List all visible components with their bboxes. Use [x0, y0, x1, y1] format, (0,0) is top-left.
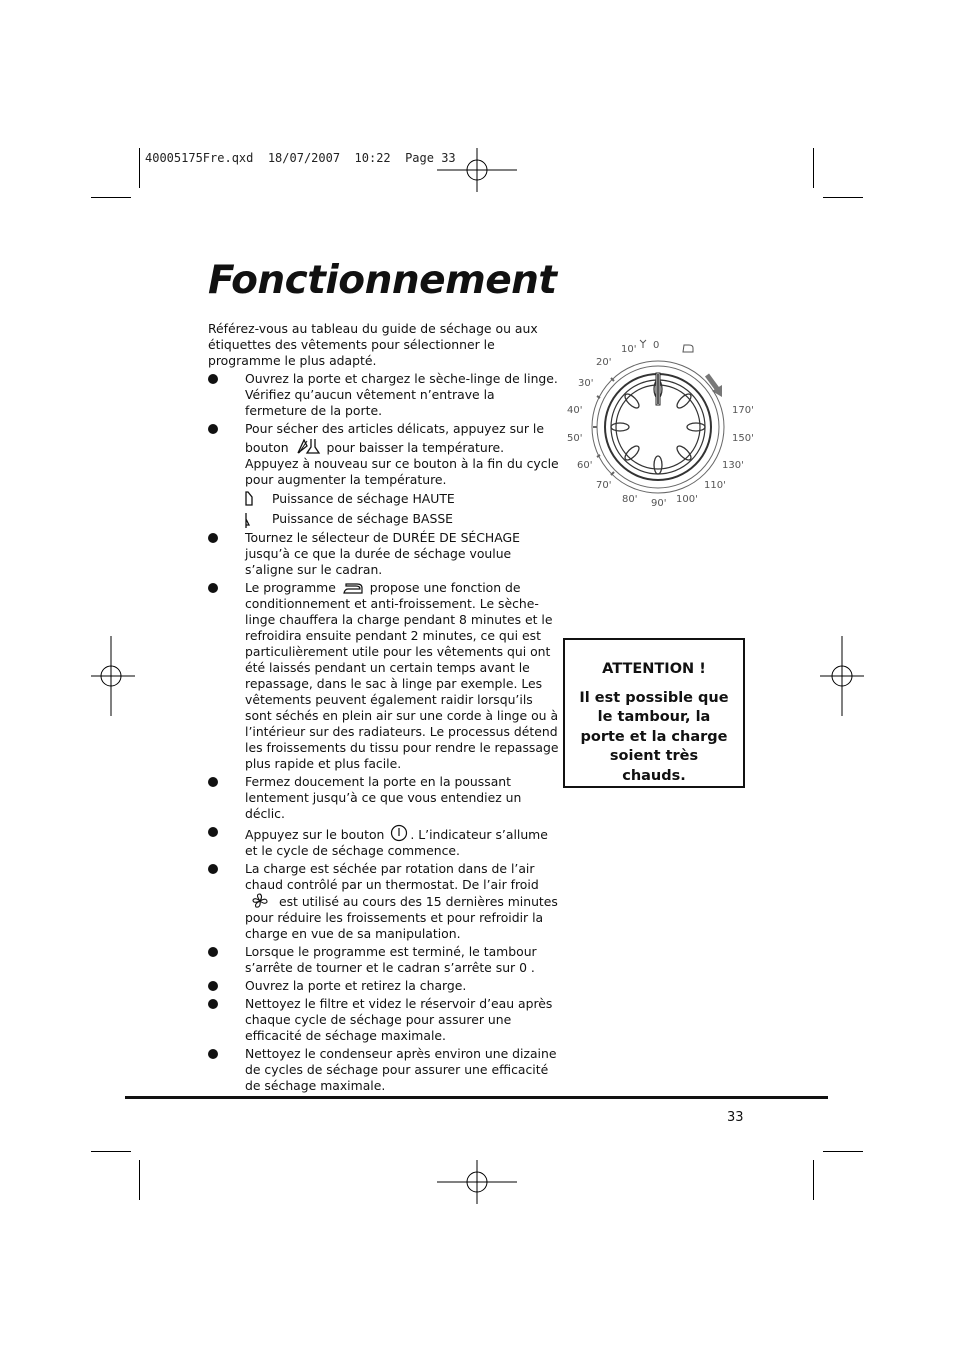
bullet-icon: [208, 827, 218, 837]
bullet-icon: [208, 374, 218, 384]
timer-dial-illustration: [560, 335, 760, 515]
dial-label-20: 20': [596, 357, 612, 368]
list-item: Appuyez sur le bouton . L’indicateur s’allume et le cycle de séchage commence.: [208, 824, 560, 859]
iron-icon: [683, 345, 693, 352]
list-item: Nettoyez le condenseur après environ une dizaine de cycles de séchage pour assurer une efficacité de séchage maximale.: [208, 1046, 560, 1094]
dial-label-50: 50': [567, 433, 583, 444]
bullet-icon: [208, 947, 218, 957]
list-item: Ouvrez la porte et retirez la charge.: [208, 978, 560, 994]
dial-label-100: 100': [676, 494, 698, 505]
dial-label-130: 130': [722, 460, 744, 471]
crop-mark: [139, 148, 140, 188]
delicate-button-icon: [295, 437, 321, 455]
registration-mark-icon: [91, 636, 135, 716]
crop-mark: [91, 1151, 131, 1152]
list-item: Puissance de séchage BASSE: [208, 510, 560, 528]
power-button-icon: [390, 824, 408, 842]
dial-label-170: 170': [732, 405, 754, 416]
attention-box: [563, 638, 745, 788]
attention-text: Il est possible que le tambour, la porte et la charge soient très chauds.: [579, 689, 729, 784]
fan-icon: [640, 340, 646, 348]
bullet-icon: [208, 583, 218, 593]
list-item: Lorsque le programme est terminé, le tambour s’arrête de tourner et le cadran s’arrête sur 0 .: [208, 944, 560, 976]
high-power-icon: [244, 491, 254, 507]
list-item: Pour sécher des articles délicats, appuyez sur le bouton pour baisser la température. Appuyez à nouveau sur ce bouton à la fin du cycle pour augmenter la température.: [208, 421, 560, 488]
list-item: Fermez doucement la porte en la poussant lentement jusqu’à ce que vous entendiez un déclic.: [208, 774, 560, 822]
fan-icon: [251, 893, 269, 909]
crop-mark: [823, 1151, 863, 1152]
dial-label-150: 150': [732, 433, 754, 444]
bullet-icon: [208, 424, 218, 434]
page-number: 33: [727, 1110, 744, 1125]
crop-mark: [813, 1160, 814, 1200]
list-item: Ouvrez la porte et chargez le sèche-linge de linge. Vérifiez qu’aucun vêtement n’entrave la fermeture de la porte.: [208, 371, 560, 419]
bullet-icon: [208, 533, 218, 543]
dial-label-70: 70': [596, 480, 612, 491]
page-title: Fonctionnement: [208, 258, 557, 303]
dial-label-80: 80': [622, 494, 638, 505]
list-item: Le programme propose une fonction de conditionnement et anti-froissement. Le sèche-linge chauffera la charge pendant 8 minutes et le refroidira ensuite pendant 2 minutes, ce qui est particulièrement utile pour les vêtements qui ont été laissés pendant un certain temps avant le repassage, dans le sac à linge par exemple. Les vêtements peuvent également raidir lorsqu’ils sont séchés en plein air sur une corde à linge ou à l’intérieur sur des radiateurs. Le processus détend les froissements du tissu pour rendre le repassage plus rapide et plus facile.: [208, 580, 560, 772]
crop-mark: [91, 197, 131, 198]
iron-icon: [342, 581, 364, 595]
dial-label-40: 40': [567, 405, 583, 416]
direction-arrow-icon: [707, 375, 718, 390]
low-power-icon: [244, 511, 254, 529]
bullet-icon: [208, 981, 218, 991]
bullet-icon: [208, 1049, 218, 1059]
list-item: La charge est séchée par rotation dans de l’air chaud contrôlé par un thermostat. De l’air froid est utilisé au cours des 15 dernières minutes pour réduire les froissements et pour refroidir la charge en vue de sa manipulation.: [208, 861, 560, 942]
dial-label-0: 0: [653, 340, 660, 351]
slug-line: 40005175Fre.qxd 18/07/2007 10:22 Page 33: [145, 151, 456, 165]
instructions: [208, 321, 560, 1096]
crop-mark: [823, 197, 863, 198]
list-item: Tournez le sélecteur de DURÉE DE SÉCHAGE jusqu’à ce que la durée de séchage voulue s’aligne sur le cadran.: [208, 530, 560, 578]
instruction-list: [208, 371, 560, 1094]
dial-label-60: 60': [577, 460, 593, 471]
dial-label-10: 10': [621, 344, 637, 355]
bullet-icon: [208, 864, 218, 874]
intro-paragraph: Référez-vous au tableau du guide de séchage ou aux étiquettes des vêtements pour sélectionner le programme le plus adapté.: [208, 321, 538, 368]
dial-label-30: 30': [578, 378, 594, 389]
bullet-icon: [208, 999, 218, 1009]
crop-mark: [139, 1160, 140, 1200]
list-item: Nettoyez le filtre et videz le réservoir d’eau après chaque cycle de séchage pour assurer une efficacité de séchage maximale.: [208, 996, 560, 1044]
dial-label-110: 110': [704, 480, 726, 491]
crop-mark: [813, 148, 814, 188]
dial-label-90: 90': [651, 498, 667, 509]
registration-mark-icon: [820, 636, 864, 716]
attention-heading: ATTENTION !: [602, 661, 706, 677]
footer-rule: [125, 1096, 828, 1099]
list-item: Puissance de séchage HAUTE: [208, 490, 560, 508]
bullet-icon: [208, 777, 218, 787]
registration-mark-icon: [437, 1160, 517, 1204]
